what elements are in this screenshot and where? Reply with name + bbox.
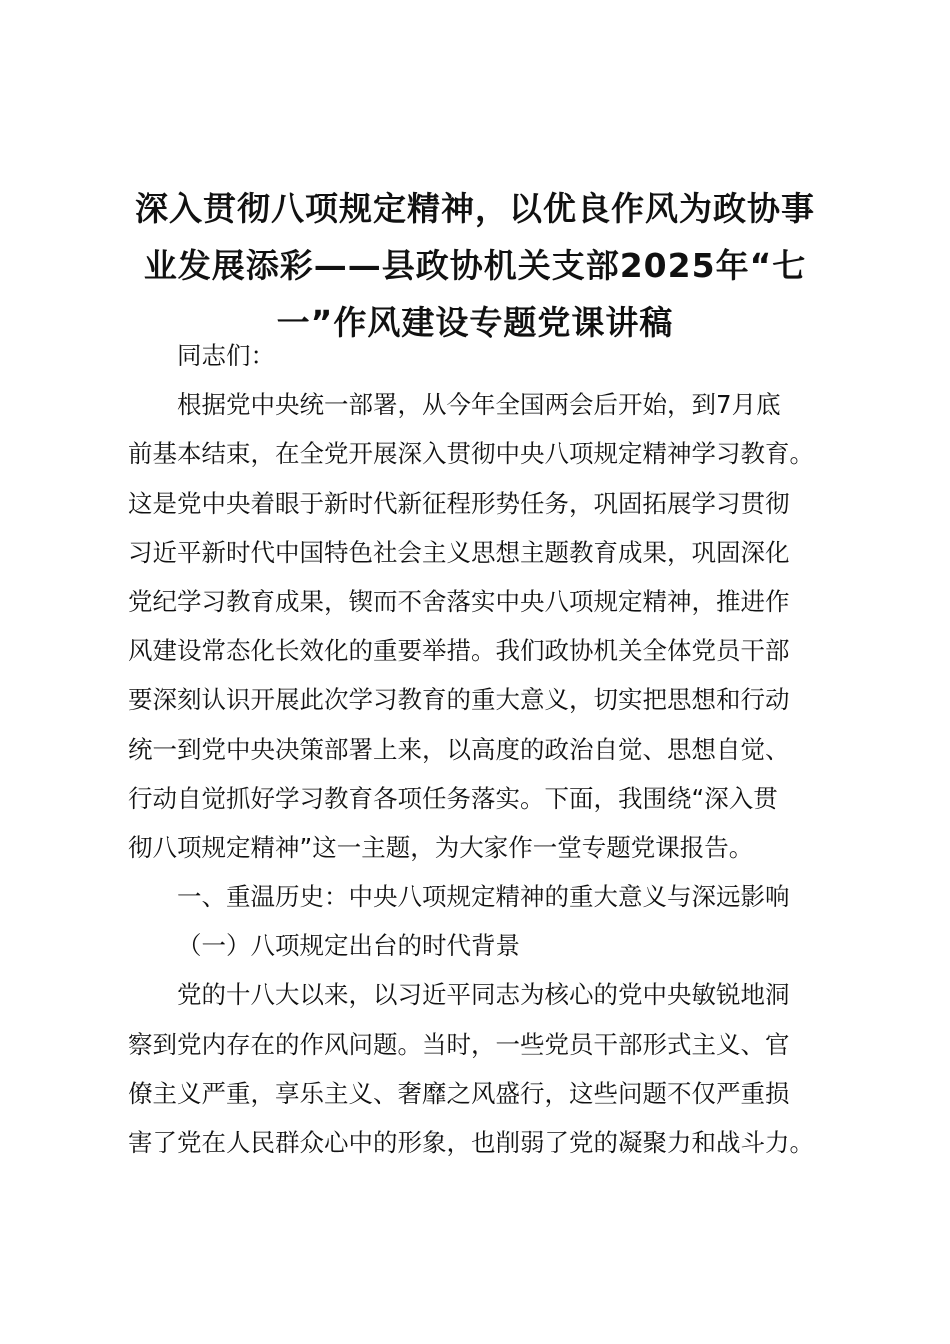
title-line: 业发展添彩——县政协机关支部2025年“七 — [143, 246, 807, 285]
salutation: 同志们： — [177, 341, 275, 370]
body-line: 习近平新时代中国特色社会主义思想主题教育成果，巩固深化 — [128, 537, 790, 567]
body-line: 察到党内存在的作风问题。当时，一些党员干部形式主义、官 — [128, 1029, 790, 1059]
document-title — [110, 180, 840, 351]
body-line: 彻八项规定精神”这一主题，为大家作一堂专题党课报告。 — [128, 832, 754, 862]
subsection-heading: （一）八项规定出台的时代背景 — [177, 931, 520, 961]
body-line: 党的十八大以来，以习近平同志为核心的党中央敏锐地洞 — [177, 980, 790, 1010]
body-line: 党纪学习教育成果，锲而不舍落实中央八项规定精神，推进作 — [128, 586, 790, 616]
body-line: 这是党中央着眼于新时代新征程形势任务，巩固拓展学习贯彻 — [128, 488, 790, 518]
title-line: 一”作风建设专题党课讲稿 — [276, 303, 674, 342]
document-body — [128, 331, 850, 1167]
title-line: 深入贯彻八项规定精神，以优良作风为政协事 — [135, 189, 815, 228]
body-line: 要深刻认识开展此次学习教育的重大意义，切实把思想和行动 — [128, 685, 790, 715]
body-line: 行动自觉抓好学习教育各项任务落实。下面，我围绕“深入贯 — [128, 783, 778, 813]
section-heading: 一、重温历史：中央八项规定精神的重大意义与深远影响 — [177, 882, 790, 912]
body-line: 僚主义严重，享乐主义、奢靡之风盛行，这些问题不仅严重损 — [128, 1078, 790, 1108]
body-line: 害了党在人民群众心中的形象，也削弱了党的凝聚力和战斗力。 — [128, 1128, 814, 1157]
body-line: 根据党中央统一部署，从今年全国两会后开始，到7月底 — [177, 390, 781, 420]
body-line: 统一到党中央决策部署上来，以高度的政治自觉、思想自觉、 — [128, 734, 790, 764]
body-line: 前基本结束，在全党开展深入贯彻中央八项规定精神学习教育。 — [128, 439, 814, 469]
body-line: 风建设常态化长效化的重要举措。我们政协机关全体党员干部 — [128, 636, 790, 666]
